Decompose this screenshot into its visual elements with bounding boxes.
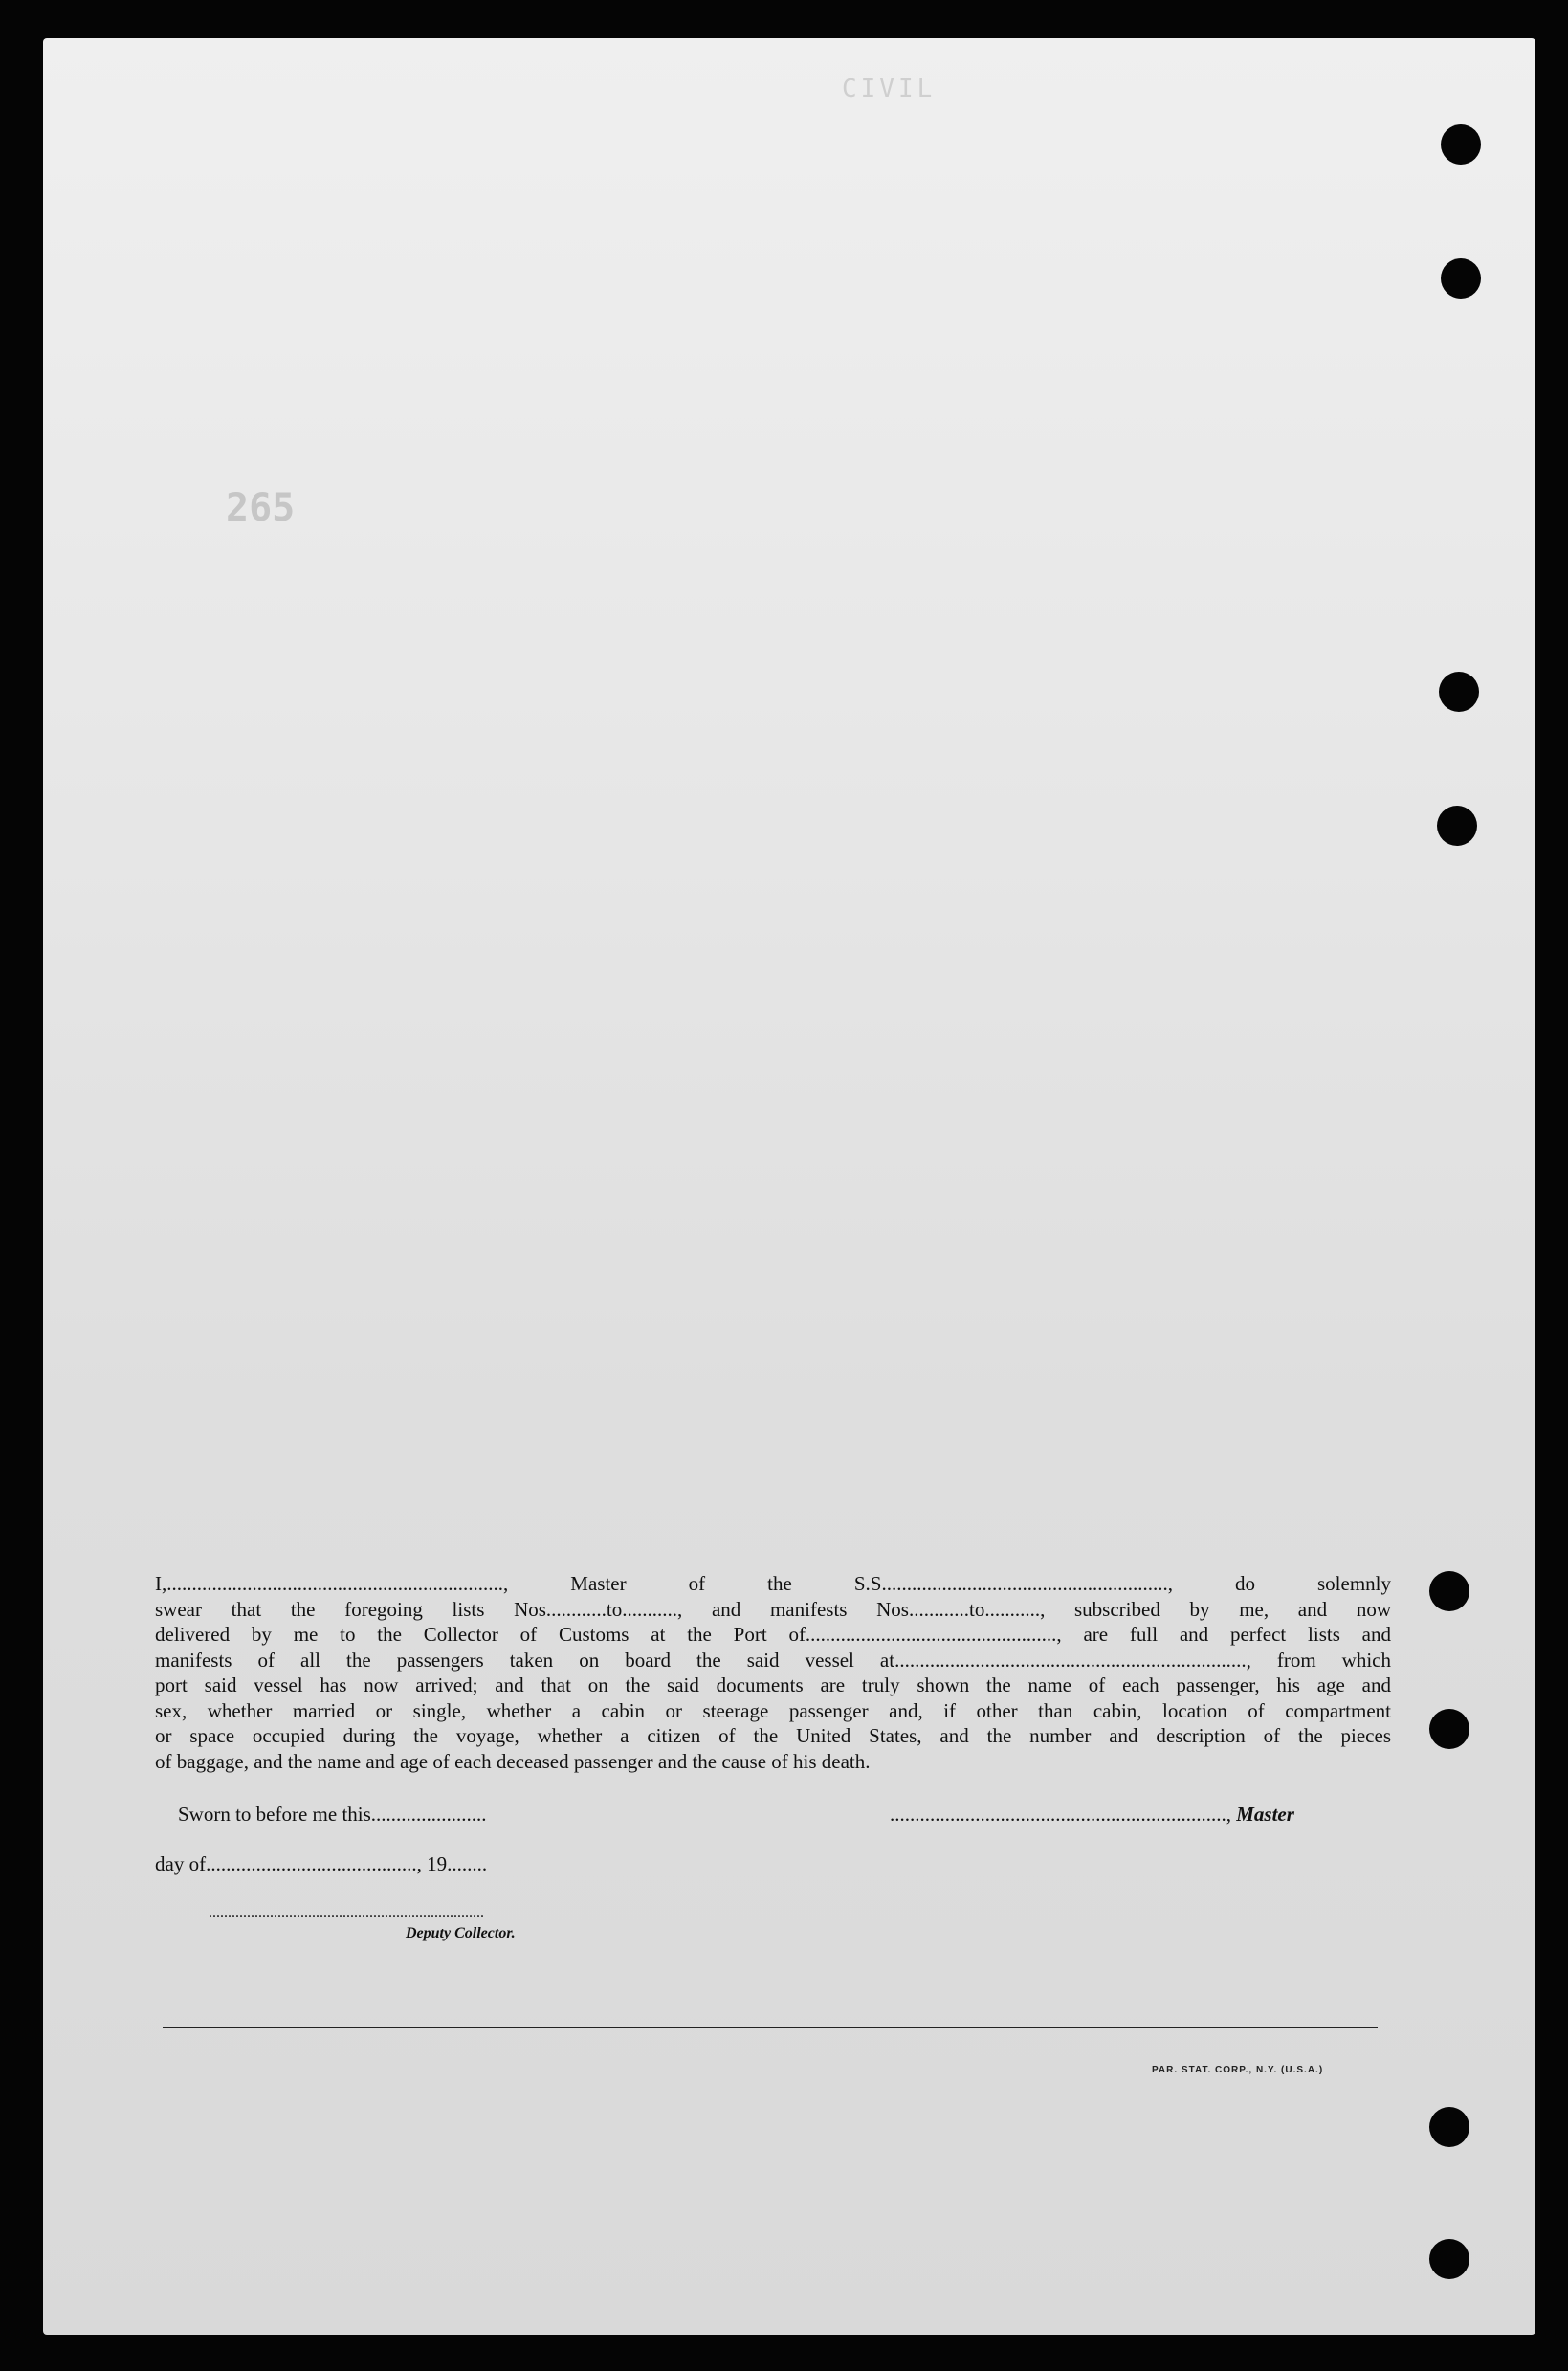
oath-line: or space occupied during the voyage, whether a citizen of the United States, and the number and description of the pieces: [155, 1724, 1391, 1747]
master-label: Master: [1236, 1803, 1294, 1826]
printer-imprint: PAR. STAT. CORP., N.Y. (U.S.A.): [1152, 2065, 1324, 2075]
master-signature-line: [890, 1803, 1294, 1827]
faint-page-number: 265: [226, 486, 296, 530]
binder-hole: [1429, 1571, 1469, 1611]
sworn-line: Sworn to before me this.......................: [178, 1803, 487, 1826]
deputy-dots: ........................................................................: [209, 1904, 484, 1920]
binder-hole: [1439, 672, 1479, 712]
oath-line: manifests of all the passengers taken on board the said vessel at......................................................................, from which: [155, 1648, 1391, 1672]
deputy-collector-label: Deputy Collector.: [406, 1925, 516, 1941]
day-line: day of.........................................., 19........: [155, 1852, 488, 1875]
bottom-rule: [163, 2027, 1378, 2028]
binder-hole: [1437, 806, 1477, 846]
oath-line: of baggage, and the name and age of each deceased passenger and the cause of his death.: [155, 1749, 871, 1773]
binder-hole: [1429, 2107, 1469, 2147]
binder-hole: [1441, 124, 1481, 165]
document-page: [43, 38, 1535, 2335]
faint-stamp: CIVIL: [842, 75, 937, 103]
oath-line: sex, whether married or single, whether a cabin or steerage passenger and, if other than cabin, location of compartment: [155, 1698, 1391, 1722]
oath-line: I,..................................................................., Master of the S.S........................................................., do solemnly: [155, 1572, 1391, 1595]
oath-line: port said vessel has now arrived; and that on the said documents are truly shown the name of each passenger, his age and: [155, 1673, 1391, 1696]
binder-hole: [1441, 258, 1481, 299]
oath-paragraph: [155, 1571, 1391, 1774]
oath-line: delivered by me to the Collector of Customs at the Port of.................................................., are full and perfect lists and: [155, 1623, 1391, 1646]
master-dots: ...................................................................,: [890, 1803, 1231, 1826]
binder-hole: [1429, 2239, 1469, 2279]
oath-line: swear that the foregoing lists Nos............to..........., and manifests Nos............to..........., subscribed by me, and now: [155, 1597, 1391, 1621]
binder-hole: [1429, 1709, 1469, 1749]
